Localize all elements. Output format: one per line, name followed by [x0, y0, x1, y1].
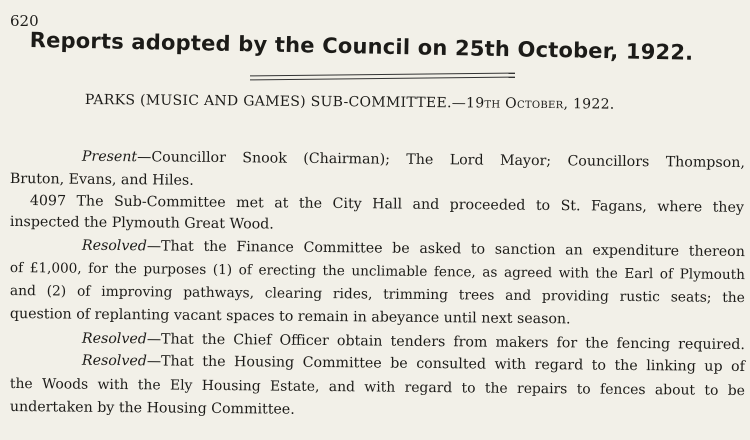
text-line	[30, 193, 744, 216]
line-lead: Present	[81, 148, 138, 166]
text-line	[10, 148, 745, 171]
text-line	[10, 306, 745, 329]
page-number: 620	[10, 12, 39, 30]
line-text: —That the Housing Committee be consulted with regard to the linking up of	[146, 353, 745, 376]
heading-rule-top	[250, 73, 515, 77]
line-text: 4097 The Sub-Committee met at the City Hall and proceeded to St. Fagans, where they	[29, 193, 744, 216]
text-line	[10, 171, 745, 194]
text-line	[10, 352, 745, 375]
text-line	[10, 376, 745, 399]
line-text: —That the Finance Committee be asked to sanction an expenditure thereon	[146, 238, 745, 261]
committee-name: PARKS (MUSIC AND GAMES) SUB-COMMITTEE.—	[84, 92, 467, 112]
line-text: the Woods with the Ely Housing Estate, and with regard to the repairs to fences about to be	[9, 376, 745, 400]
committee-subheading	[85, 92, 685, 113]
text-line	[10, 214, 745, 237]
text-line	[10, 283, 745, 306]
line-text: undertaken by the Housing Committee.	[9, 399, 295, 418]
line-lead: Resolved	[81, 330, 147, 348]
line-lead: Resolved	[81, 352, 147, 370]
heading-rule-bottom	[250, 77, 515, 81]
line-text: of £1,000, for the purposes (1) of erecting the unclimable fence, as agreed with the Earl of Plymouth	[9, 260, 745, 284]
line-text: question of replanting vacant spaces to remain in abeyance until next season.	[9, 306, 571, 328]
committee-date: 19th October, 1922.	[465, 95, 615, 113]
line-text: and (2) of improving pathways, clearing rides, trimming trees and providing rustic seats; the	[9, 283, 745, 307]
text-line	[10, 260, 745, 283]
text-line	[10, 399, 745, 422]
line-text: Bruton, Evans, and Hiles.	[9, 171, 194, 189]
line-text: inspected the Plymouth Great Wood.	[9, 214, 274, 233]
text-line	[10, 237, 745, 260]
page-heading: Reports adopted by the Council on 25th October, 1922.	[29, 28, 694, 65]
text-line	[10, 330, 745, 353]
line-lead: Resolved	[81, 237, 147, 255]
line-text: —That the Chief Officer obtain tenders from makers for the fencing required.	[146, 331, 745, 354]
line-text: —Councillor Snook (Chairman); The Lord Mayor; Councillors Thompson,	[137, 149, 745, 172]
